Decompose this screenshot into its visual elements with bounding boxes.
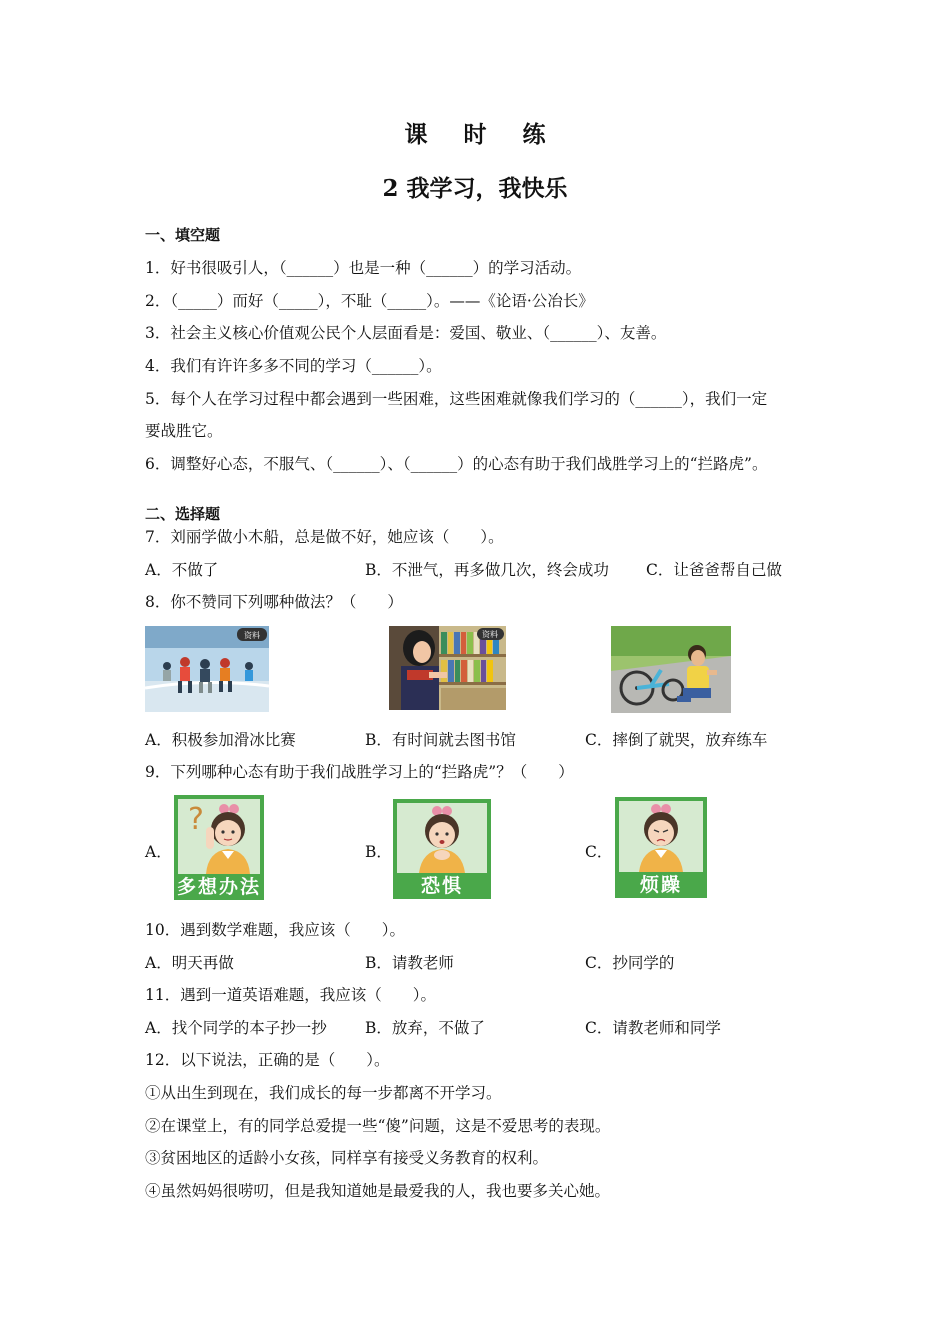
q11-option-a: A．找个同学的本子抄一抄 [145,1019,327,1037]
irritable-card [615,797,707,898]
question-5-line2: 要战胜它。 [145,422,223,440]
irritable-caption: 烦躁 [639,874,682,896]
question-3: 3．社会主义核心价值观公民个人层面看是：爱国、敬业、（______）、友善。 [145,324,667,342]
image-badge-text: 资料 [244,631,260,640]
question-5-line1: 5．每个人在学习过程中都会遇到一些困难，这些困难就像我们学习的（______），我们一定 [145,390,768,408]
skating-race-image [145,626,269,712]
girl-irritable-illustration [619,801,703,872]
q11-option-c: C．请教老师和同学 [585,1019,721,1037]
image-badge-text-2: 资料 [482,630,498,639]
q7-option-c: C．让爸爸帮自己做 [646,561,782,579]
statement-1: ①从出生到现在，我们成长的每一步都离不开学习。 [145,1084,502,1102]
q8-option-b: B．有时间就去图书馆 [365,731,516,749]
q8-option-c: C．摔倒了就哭，放弃练车 [585,731,768,749]
think-more-caption: 多想办法 [176,876,261,898]
girl-fear-illustration [397,803,487,873]
q7-option-a: A．不做了 [145,561,219,579]
question-10: 10．遇到数学难题，我应该（ ）。 [145,921,405,939]
q9-option-c-label: C． [585,843,613,861]
fear-card [393,799,491,899]
page-title: 课 时 练 [404,121,560,148]
section-heading-choice: 二、选择题 [145,505,221,523]
statement-4: ④虽然妈妈很唠叨，但是我知道她是最爱我的人，我也要多关心她。 [145,1182,611,1200]
svg-text:?: ? [188,802,204,837]
fear-caption: 恐惧 [420,875,463,897]
q10-option-a: A．明天再做 [145,954,234,972]
question-2: 2．（_____）而好（_____），不耻（_____）。——《论语·公冶长》 [145,292,594,310]
question-1: 1．好书很吸引人，（______）也是一种（______）的学习活动。 [145,259,582,277]
q8-option-a: A．积极参加滑冰比赛 [145,731,296,749]
girl-thinking-illustration [178,799,260,874]
library-girl-image [389,626,506,710]
q9-option-b-label: B． [365,843,392,861]
q11-option-b: B．放弃，不做了 [365,1019,485,1037]
bike-fall-image [611,626,731,713]
lesson-title: 2 我学习，我快乐 [382,175,568,202]
q10-option-c: C．抄同学的 [585,954,675,972]
statement-2: ②在课堂上，有的同学总爱提一些“傻”问题，这是不爱思考的表现。 [145,1117,611,1135]
question-9: 9．下列哪种心态有助于我们战胜学习上的“拦路虎”？（ ） [145,763,574,781]
question-8: 8．你不赞同下列哪种做法？（ ） [145,593,403,611]
question-6: 6．调整好心态，不服气、（______）、（______）的心态有助于我们战胜学习上的“拦路虎”。 [145,455,768,473]
question-11: 11．遇到一道英语难题，我应该（ ）。 [145,986,436,1004]
statement-3: ③贫困地区的适龄小女孩，同样享有接受义务教育的权利。 [145,1149,549,1167]
section-heading-fill: 一、填空题 [145,226,221,244]
q7-option-b: B．不泄气，再多做几次，终会成功 [365,561,609,579]
question-7: 7．刘丽学做小木船，总是做不好，她应该（ ）。 [145,528,504,546]
question-4: 4．我们有许许多多不同的学习（______）。 [145,357,442,375]
q9-option-a-label: A． [145,843,172,861]
q10-option-b: B．请教老师 [365,954,454,972]
question-12: 12．以下说法，正确的是（ ）。 [145,1051,390,1069]
think-more-card [174,795,264,900]
